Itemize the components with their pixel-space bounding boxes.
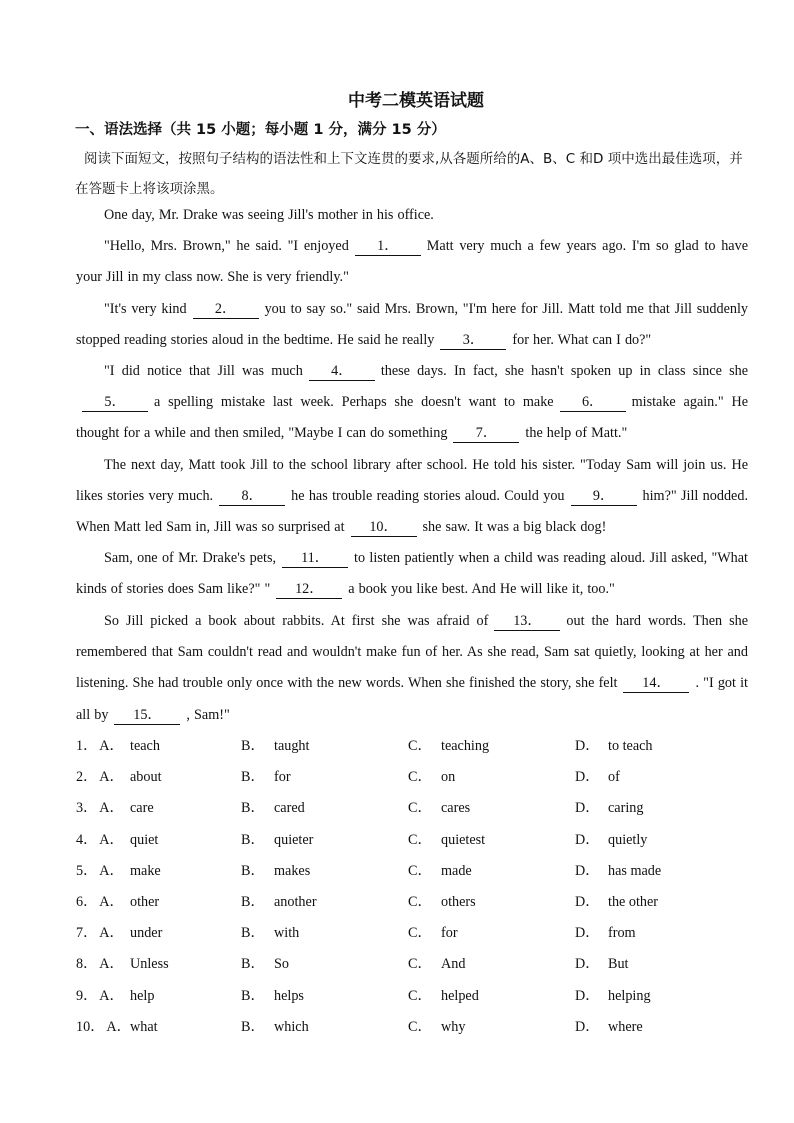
option-text: the other bbox=[608, 893, 659, 910]
passage-paragraph bbox=[76, 356, 748, 450]
option-c[interactable] bbox=[408, 887, 476, 918]
option-letter: C． bbox=[408, 831, 432, 848]
passage-text: . "I got it all by bbox=[76, 675, 748, 723]
option-letter: B． bbox=[241, 831, 265, 848]
passage-text: a spelling mistake last week. Perhaps she doesn't want to make bbox=[154, 394, 554, 411]
option-letter: D． bbox=[575, 956, 600, 973]
passage-paragraph bbox=[76, 543, 748, 605]
question-row bbox=[76, 887, 776, 918]
option-letter: C． bbox=[408, 738, 432, 754]
option-letter: D． bbox=[575, 769, 600, 786]
answer-blank: 12． bbox=[276, 580, 342, 599]
answer-blank: 1． bbox=[355, 237, 421, 256]
option-text: on bbox=[441, 769, 456, 786]
option-letter: A． bbox=[99, 769, 124, 786]
question-row bbox=[76, 731, 776, 762]
option-c[interactable] bbox=[408, 825, 486, 856]
question-row bbox=[76, 918, 776, 949]
passage-text: a book you like best. And He will like it, too." bbox=[348, 581, 615, 598]
option-b[interactable] bbox=[241, 918, 300, 949]
question-row bbox=[76, 825, 776, 856]
option-text: for bbox=[441, 925, 458, 942]
passage-text: he has trouble reading stories aloud. Could you bbox=[291, 488, 565, 505]
option-text: why bbox=[441, 1018, 466, 1035]
option-letter: B． bbox=[241, 1018, 265, 1035]
passage-paragraph bbox=[76, 231, 748, 293]
question-number: 6． bbox=[76, 893, 98, 910]
question-number: 3． bbox=[76, 800, 98, 817]
question-number: 2． bbox=[76, 769, 98, 786]
option-c[interactable] bbox=[408, 981, 479, 1012]
option-a[interactable] bbox=[76, 918, 163, 949]
option-letter: B． bbox=[241, 987, 265, 1004]
option-letter: C． bbox=[408, 769, 432, 786]
passage-text: Matt very much a few years ago. I'm so glad to have your Jill in my class now. She is very friendly." bbox=[76, 238, 748, 286]
question-row bbox=[76, 856, 776, 887]
option-text: other bbox=[130, 893, 160, 910]
answer-blank: 14． bbox=[623, 674, 689, 693]
answer-blank: 4． bbox=[309, 362, 375, 381]
question-number: 8． bbox=[76, 956, 98, 973]
option-letter: D． bbox=[575, 1018, 600, 1035]
passage-text: The next day, Matt took Jill to the school library after school. He told his sister. "Today Sam will join us. He likes stories very much. bbox=[76, 457, 748, 505]
passage-text: these days. In fact, she hasn't spoken up in class since she bbox=[380, 363, 748, 379]
option-d[interactable] bbox=[575, 1012, 643, 1043]
option-text: taught bbox=[274, 738, 310, 754]
option-d[interactable] bbox=[575, 918, 636, 949]
question-number: 5． bbox=[76, 862, 98, 879]
passage-text: "It's very kind bbox=[104, 301, 187, 317]
option-letter: D． bbox=[575, 738, 600, 754]
question-row bbox=[76, 762, 776, 793]
passage-text: So Jill picked a book about rabbits. At first she was afraid of bbox=[104, 613, 489, 629]
passage-paragraph bbox=[76, 606, 748, 731]
option-a[interactable] bbox=[76, 949, 169, 980]
option-text: help bbox=[130, 987, 155, 1004]
option-b[interactable] bbox=[241, 981, 304, 1012]
section-heading: 一、语法选择（共 15 小题；每小题 1 分，满分 15 分） bbox=[75, 122, 446, 138]
option-text: teach bbox=[130, 738, 160, 754]
option-a[interactable] bbox=[76, 731, 160, 762]
question-row bbox=[76, 793, 776, 824]
passage-paragraph bbox=[76, 450, 748, 544]
option-b[interactable] bbox=[241, 1012, 309, 1043]
question-number: 4． bbox=[76, 831, 98, 848]
option-text: another bbox=[274, 893, 317, 910]
answer-blank: 13． bbox=[494, 612, 560, 631]
option-d[interactable] bbox=[575, 731, 653, 762]
option-c[interactable] bbox=[408, 762, 456, 793]
option-b[interactable] bbox=[241, 887, 317, 918]
options-list bbox=[76, 731, 776, 1043]
option-letter: D． bbox=[575, 800, 600, 817]
question-number: 9． bbox=[76, 987, 98, 1004]
option-letter: D． bbox=[575, 987, 600, 1004]
option-c[interactable] bbox=[408, 793, 471, 824]
passage-text: , Sam!" bbox=[186, 706, 230, 723]
answer-blank: 9． bbox=[571, 487, 637, 506]
passage-paragraph bbox=[76, 294, 748, 356]
option-a[interactable] bbox=[76, 856, 161, 887]
question-row bbox=[76, 981, 776, 1012]
option-letter: A． bbox=[99, 956, 124, 973]
option-a[interactable] bbox=[76, 825, 159, 856]
option-text: where bbox=[608, 1018, 643, 1035]
option-c[interactable] bbox=[408, 918, 458, 949]
option-b[interactable] bbox=[241, 793, 305, 824]
option-text: And bbox=[441, 956, 466, 973]
question-number: 10． bbox=[76, 1018, 105, 1035]
option-letter: C． bbox=[408, 862, 432, 879]
option-letter: A． bbox=[99, 862, 124, 879]
option-d[interactable] bbox=[575, 793, 644, 824]
option-d[interactable] bbox=[575, 856, 662, 887]
option-text: made bbox=[441, 862, 472, 879]
option-text: makes bbox=[274, 862, 311, 879]
passage-text: "Hello, Mrs. Brown," he said. "I enjoyed bbox=[104, 238, 349, 254]
option-text: caring bbox=[608, 800, 644, 817]
option-b[interactable] bbox=[241, 731, 310, 762]
option-text: others bbox=[441, 893, 476, 910]
option-letter: B． bbox=[241, 956, 265, 973]
answer-blank: 5． bbox=[82, 393, 148, 412]
passage-text: out the hard words. Then she remembered that Sam couldn't read and wouldn't make fun of her. As she read, Sam sat quietly, looking at her and listening. She had trouble only once with the new words. When she finished the story, she felt bbox=[76, 613, 748, 692]
option-d[interactable] bbox=[575, 887, 659, 918]
option-letter: B． bbox=[241, 893, 265, 910]
option-b[interactable] bbox=[241, 949, 289, 980]
option-a[interactable] bbox=[76, 793, 154, 824]
option-letter: B． bbox=[241, 800, 265, 817]
option-text: helps bbox=[274, 987, 304, 1004]
question-row bbox=[76, 1012, 776, 1043]
option-text: quiet bbox=[130, 831, 159, 848]
option-letter: B． bbox=[241, 925, 265, 942]
passage-text: "I did notice that Jill was much bbox=[104, 363, 303, 379]
option-letter: A． bbox=[99, 925, 124, 942]
question-number: 1． bbox=[76, 738, 98, 754]
option-text: which bbox=[274, 1018, 309, 1035]
option-letter: D． bbox=[575, 831, 600, 848]
option-d[interactable] bbox=[575, 949, 629, 980]
answer-blank: 7． bbox=[453, 424, 519, 443]
option-letter: C． bbox=[408, 1018, 432, 1035]
option-letter: A． bbox=[99, 987, 124, 1004]
option-text: Unless bbox=[130, 956, 169, 973]
option-d[interactable] bbox=[575, 981, 651, 1012]
option-letter: A． bbox=[99, 893, 124, 910]
option-letter: C． bbox=[408, 800, 432, 817]
option-text: quietest bbox=[441, 831, 486, 848]
instructions bbox=[75, 144, 755, 204]
option-text: So bbox=[274, 956, 289, 973]
option-text: teaching bbox=[441, 738, 490, 754]
passage-text: Sam, one of Mr. Drake's pets, bbox=[104, 550, 277, 566]
answer-blank: 8． bbox=[219, 487, 285, 506]
passage-text: for her. What can I do?" bbox=[512, 332, 652, 349]
option-text: what bbox=[130, 1018, 158, 1035]
option-a[interactable] bbox=[76, 887, 160, 918]
option-b[interactable] bbox=[241, 825, 314, 856]
instructions-text: 阅读下面短文，按照句子结构的语法性和上下文连贯的要求,从各题所给的A、B、C 和D 项中选出最佳选项，并在答题卡上将该项涂黑。 bbox=[75, 151, 743, 197]
passage-text: One day, Mr. Drake was seeing Jill's mother in his office. bbox=[104, 207, 434, 223]
option-a[interactable] bbox=[76, 981, 155, 1012]
option-letter: C． bbox=[408, 956, 432, 973]
option-text: helped bbox=[441, 987, 479, 1004]
option-letter: A． bbox=[99, 800, 124, 817]
option-text: with bbox=[274, 925, 300, 942]
option-text: cared bbox=[274, 800, 305, 817]
option-letter: C． bbox=[408, 987, 432, 1004]
option-a[interactable] bbox=[76, 762, 162, 793]
option-d[interactable] bbox=[575, 825, 648, 856]
passage-text: to listen patiently when a child was reading aloud. Jill asked, "What kinds of stories does Sam like?" " bbox=[76, 550, 748, 598]
answer-blank: 10． bbox=[351, 518, 417, 537]
option-text: from bbox=[608, 925, 636, 942]
option-letter: B． bbox=[241, 862, 265, 879]
option-text: has made bbox=[608, 862, 662, 879]
option-letter: A． bbox=[99, 831, 124, 848]
option-letter: C． bbox=[408, 893, 432, 910]
option-text: helping bbox=[608, 987, 651, 1004]
option-text: quieter bbox=[274, 831, 314, 848]
option-text: of bbox=[608, 769, 620, 786]
option-letter: C． bbox=[408, 925, 432, 942]
question-number: 7． bbox=[76, 925, 98, 942]
option-c[interactable] bbox=[408, 856, 472, 887]
page-title: 中考二模英语试题 bbox=[348, 91, 484, 111]
passage-text: you to say so." said Mrs. Brown, "I'm here for Jill. Matt told me that Jill suddenly stopped reading stories aloud in the bedtime. He said he really bbox=[76, 301, 748, 349]
passage-text: mistake again." He thought for a while and then smiled, "Maybe I can do something bbox=[76, 394, 748, 442]
passage-paragraph bbox=[76, 200, 748, 231]
option-letter: D． bbox=[575, 862, 600, 879]
option-text: under bbox=[130, 925, 163, 942]
option-letter: A． bbox=[106, 1018, 131, 1035]
option-text: cares bbox=[441, 800, 471, 817]
answer-blank: 15． bbox=[114, 706, 180, 725]
option-letter: D． bbox=[575, 893, 600, 910]
option-d[interactable] bbox=[575, 762, 620, 793]
option-c[interactable] bbox=[408, 731, 490, 762]
option-text: to teach bbox=[608, 738, 653, 754]
option-letter: A． bbox=[99, 738, 124, 754]
option-letter: B． bbox=[241, 738, 265, 754]
option-a[interactable] bbox=[76, 1012, 158, 1043]
passage-text: she saw. It was a big black dog! bbox=[422, 519, 607, 536]
option-b[interactable] bbox=[241, 856, 311, 887]
option-letter: B． bbox=[241, 769, 265, 786]
answer-blank: 6． bbox=[560, 393, 626, 412]
answer-blank: 3． bbox=[440, 331, 506, 350]
question-row bbox=[76, 949, 776, 980]
option-text: care bbox=[130, 800, 154, 817]
option-c[interactable] bbox=[408, 949, 466, 980]
passage-text: him?" Jill nodded. When Matt led Sam in, Jill was so surprised at bbox=[76, 488, 748, 536]
option-text: quietly bbox=[608, 831, 648, 848]
option-c[interactable] bbox=[408, 1012, 466, 1043]
option-letter: D． bbox=[575, 925, 600, 942]
option-text: for bbox=[274, 769, 291, 786]
option-text: But bbox=[608, 956, 629, 973]
answer-blank: 2． bbox=[193, 300, 259, 319]
option-text: make bbox=[130, 862, 161, 879]
option-text: about bbox=[130, 769, 162, 786]
option-b[interactable] bbox=[241, 762, 291, 793]
passage-text: the help of Matt." bbox=[525, 425, 628, 442]
answer-blank: 11． bbox=[282, 549, 348, 568]
